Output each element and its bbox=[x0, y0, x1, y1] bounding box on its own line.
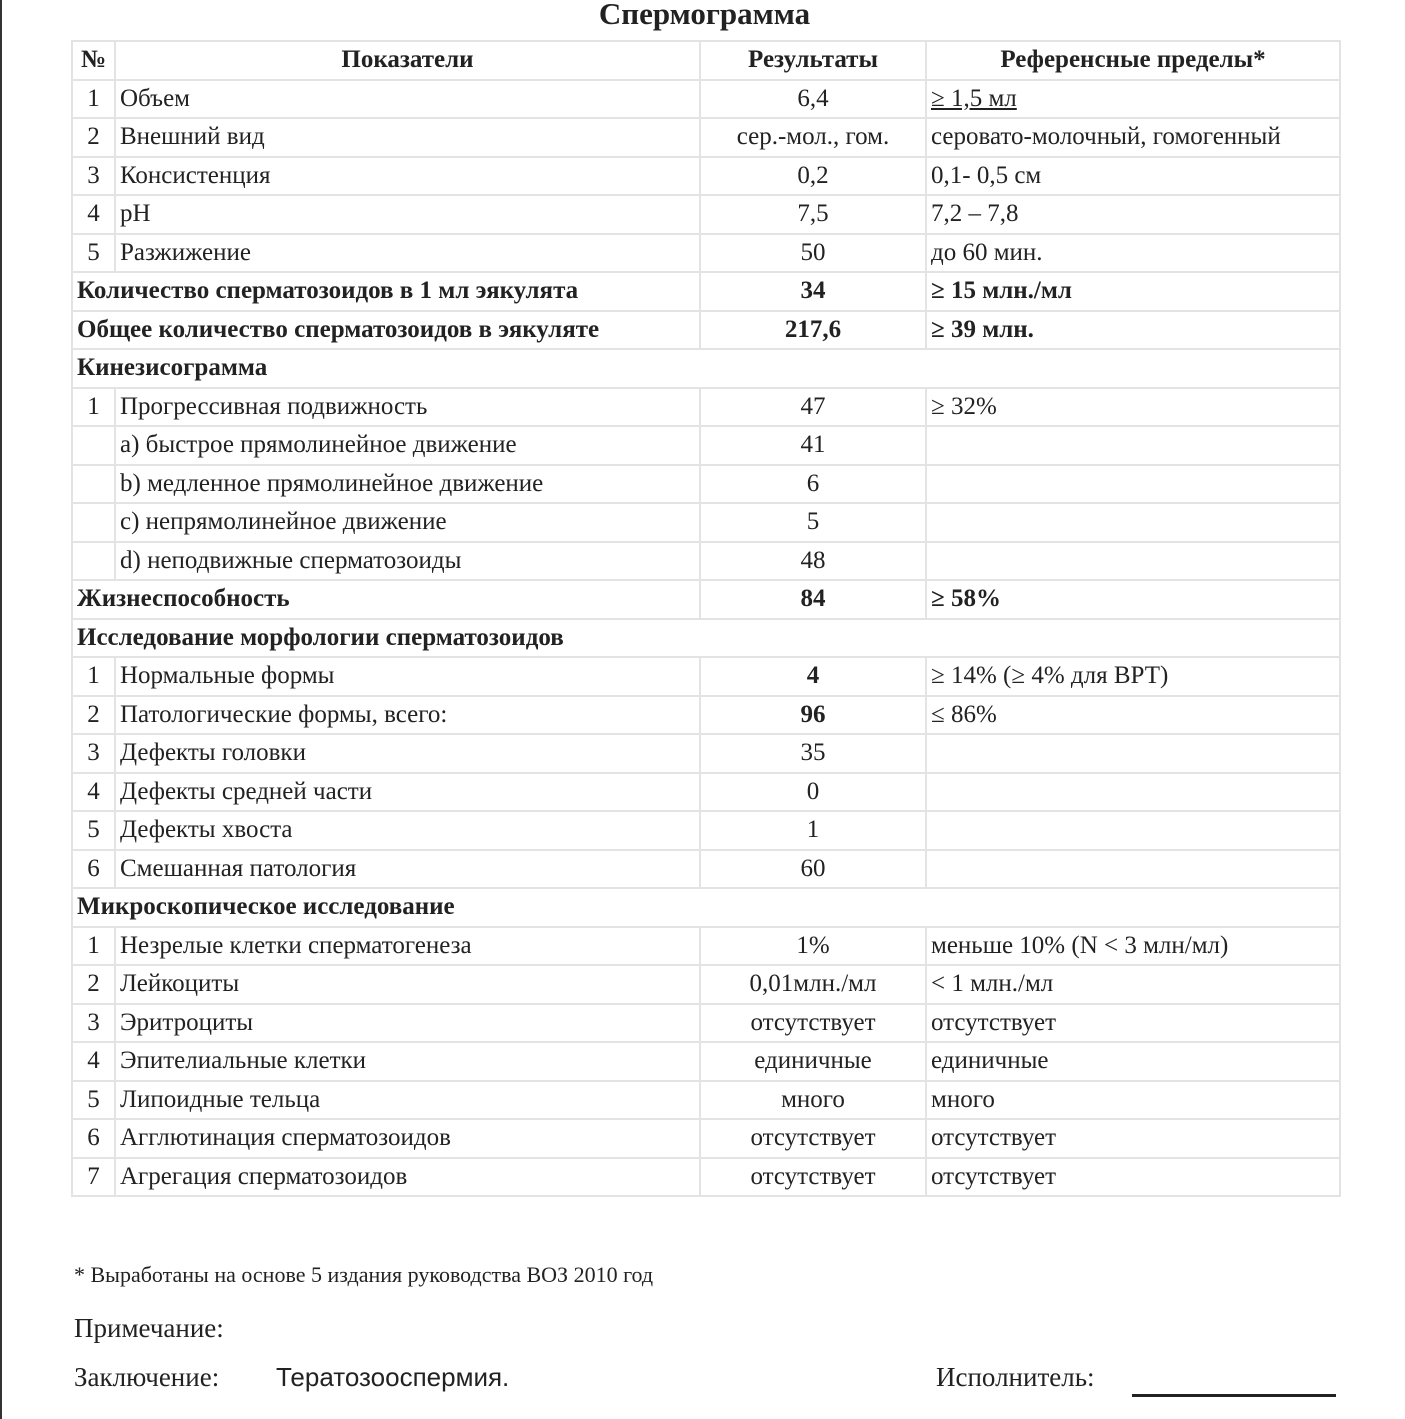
num-cell bbox=[72, 542, 115, 581]
reference-cell: серовато-молочный, гомогенный bbox=[926, 118, 1340, 157]
param-cell: Жизнеспособность bbox=[72, 580, 700, 619]
param-cell: Общее количество сперматозоидов в эякуляте bbox=[72, 311, 700, 350]
reference-cell: отсутствует bbox=[926, 1119, 1340, 1158]
param-cell: Смешанная патология bbox=[115, 850, 700, 889]
table-row bbox=[72, 388, 1340, 427]
result-cell: 84 bbox=[700, 580, 926, 619]
result-cell: 50 bbox=[700, 234, 926, 273]
reference-cell: 0,1- 0,5 см bbox=[926, 157, 1340, 196]
table-row bbox=[72, 195, 1340, 234]
result-cell: сер.-мол., гом. bbox=[700, 118, 926, 157]
table-row bbox=[72, 118, 1340, 157]
table-row bbox=[72, 542, 1340, 581]
num-cell bbox=[72, 503, 115, 542]
reference-cell bbox=[926, 734, 1340, 773]
table-row bbox=[72, 1158, 1340, 1197]
param-cell: Дефекты головки bbox=[115, 734, 700, 773]
reference-cell: до 60 мин. bbox=[926, 234, 1340, 273]
param-cell: Патологические формы, всего: bbox=[115, 696, 700, 735]
table-row bbox=[72, 311, 1340, 350]
param-cell: Прогрессивная подвижность bbox=[115, 388, 700, 427]
reference-cell bbox=[926, 850, 1340, 889]
table-row bbox=[72, 1042, 1340, 1081]
result-cell: отсутствует bbox=[700, 1158, 926, 1197]
reference-cell bbox=[926, 426, 1340, 465]
num-cell: 2 bbox=[72, 118, 115, 157]
section-title: Микроскопическое исследование bbox=[72, 888, 1340, 927]
result-cell: 41 bbox=[700, 426, 926, 465]
num-cell: 4 bbox=[72, 195, 115, 234]
result-cell: 35 bbox=[700, 734, 926, 773]
table-row bbox=[72, 426, 1340, 465]
result-cell: 0,2 bbox=[700, 157, 926, 196]
section-row bbox=[72, 349, 1340, 388]
result-cell: 48 bbox=[700, 542, 926, 581]
table-row bbox=[72, 580, 1340, 619]
conclusion-value: Тератозооспермия. bbox=[276, 1362, 510, 1392]
param-cell: d) неподвижные сперматозоиды bbox=[115, 542, 700, 581]
table-row bbox=[72, 965, 1340, 1004]
param-cell: Объем bbox=[115, 80, 700, 119]
param-cell: Агрегация сперматозоидов bbox=[115, 1158, 700, 1197]
table-row bbox=[72, 850, 1340, 889]
table-row bbox=[72, 773, 1340, 812]
param-cell: b) медленное прямолинейное движение bbox=[115, 465, 700, 504]
param-cell: c) непрямолинейное движение bbox=[115, 503, 700, 542]
reference-cell: ≥ 14% (≥ 4% для ВРТ) bbox=[926, 657, 1340, 696]
num-cell: 3 bbox=[72, 1004, 115, 1043]
reference-cell bbox=[926, 773, 1340, 812]
table-row bbox=[72, 1081, 1340, 1120]
num-cell: 3 bbox=[72, 734, 115, 773]
results-table bbox=[71, 40, 1341, 1197]
result-cell: много bbox=[700, 1081, 926, 1120]
table-row bbox=[72, 657, 1340, 696]
param-cell: Дефекты хвоста bbox=[115, 811, 700, 850]
footnote: * Выработаны на основе 5 издания руководства ВОЗ 2010 год bbox=[74, 1262, 654, 1287]
result-cell: 4 bbox=[700, 657, 926, 696]
header-num: № bbox=[72, 41, 115, 80]
reference-cell: отсутствует bbox=[926, 1158, 1340, 1197]
param-cell: Лейкоциты bbox=[115, 965, 700, 1004]
num-cell: 5 bbox=[72, 234, 115, 273]
result-cell: 7,5 bbox=[700, 195, 926, 234]
num-cell: 1 bbox=[72, 927, 115, 966]
table-row bbox=[72, 157, 1340, 196]
note-label: Примечание: bbox=[74, 1313, 224, 1343]
reference-cell: 7,2 – 7,8 bbox=[926, 195, 1340, 234]
num-cell: 1 bbox=[72, 657, 115, 696]
document-title: Спермограмма bbox=[598, 0, 811, 31]
reference-cell: меньше 10% (N < 3 млн/мл) bbox=[926, 927, 1340, 966]
result-cell: 34 bbox=[700, 272, 926, 311]
section-title: Кинезисограмма bbox=[72, 349, 1340, 388]
table-row bbox=[72, 1119, 1340, 1158]
section-row bbox=[72, 619, 1340, 658]
table-row bbox=[72, 80, 1340, 119]
reference-cell: ≥ 39 млн. bbox=[926, 311, 1340, 350]
table-row bbox=[72, 272, 1340, 311]
reference-cell: единичные bbox=[926, 1042, 1340, 1081]
table-body bbox=[72, 80, 1340, 1197]
reference-cell: много bbox=[926, 1081, 1340, 1120]
table-row bbox=[72, 696, 1340, 735]
param-cell: Эпителиальные клетки bbox=[115, 1042, 700, 1081]
num-cell: 7 bbox=[72, 1158, 115, 1197]
num-cell: 4 bbox=[72, 1042, 115, 1081]
num-cell: 4 bbox=[72, 773, 115, 812]
param-cell: Дефекты средней части bbox=[115, 773, 700, 812]
result-cell: 60 bbox=[700, 850, 926, 889]
section-row bbox=[72, 888, 1340, 927]
table-row bbox=[72, 465, 1340, 504]
param-cell: Консистенция bbox=[115, 157, 700, 196]
num-cell: 2 bbox=[72, 965, 115, 1004]
table-row bbox=[72, 927, 1340, 966]
reference-cell: отсутствует bbox=[926, 1004, 1340, 1043]
table-row bbox=[72, 734, 1340, 773]
result-cell: 0,01млн./мл bbox=[700, 965, 926, 1004]
num-cell: 5 bbox=[72, 1081, 115, 1120]
result-cell: отсутствует bbox=[700, 1004, 926, 1043]
result-cell: отсутствует bbox=[700, 1119, 926, 1158]
result-cell: 1% bbox=[700, 927, 926, 966]
num-cell: 1 bbox=[72, 388, 115, 427]
param-cell: Липоидные тельца bbox=[115, 1081, 700, 1120]
num-cell bbox=[72, 426, 115, 465]
table-row bbox=[72, 503, 1340, 542]
num-cell: 5 bbox=[72, 811, 115, 850]
num-cell bbox=[72, 465, 115, 504]
table-header-row bbox=[72, 41, 1340, 80]
result-cell: 47 bbox=[700, 388, 926, 427]
reference-cell: ≤ 86% bbox=[926, 696, 1340, 735]
executor-label: Исполнитель: bbox=[936, 1362, 1095, 1392]
table-row bbox=[72, 234, 1340, 273]
num-cell: 6 bbox=[72, 850, 115, 889]
num-cell: 1 bbox=[72, 80, 115, 119]
num-cell: 2 bbox=[72, 696, 115, 735]
param-cell: Нормальные формы bbox=[115, 657, 700, 696]
param-cell: Эритроциты bbox=[115, 1004, 700, 1043]
result-cell: единичные bbox=[700, 1042, 926, 1081]
reference-cell: ≥ 58% bbox=[926, 580, 1340, 619]
num-cell: 3 bbox=[72, 157, 115, 196]
conclusion-label: Заключение: bbox=[74, 1362, 220, 1392]
signature-line bbox=[1132, 1394, 1336, 1397]
param-cell: pH bbox=[115, 195, 700, 234]
result-cell: 217,6 bbox=[700, 311, 926, 350]
header-param: Показатели bbox=[115, 41, 700, 80]
reference-cell bbox=[926, 503, 1340, 542]
reference-cell bbox=[926, 811, 1340, 850]
result-cell: 6,4 bbox=[700, 80, 926, 119]
param-cell: Количество сперматозоидов в 1 мл эякулята bbox=[72, 272, 700, 311]
num-cell: 6 bbox=[72, 1119, 115, 1158]
param-cell: Внешний вид bbox=[115, 118, 700, 157]
header-result: Результаты bbox=[700, 41, 926, 80]
result-cell: 96 bbox=[700, 696, 926, 735]
param-cell: Разжижение bbox=[115, 234, 700, 273]
reference-cell: ≥ 32% bbox=[926, 388, 1340, 427]
param-cell: Незрелые клетки сперматогенеза bbox=[115, 927, 700, 966]
result-cell: 1 bbox=[700, 811, 926, 850]
result-cell: 0 bbox=[700, 773, 926, 812]
section-title: Исследование морфологии сперматозоидов bbox=[72, 619, 1340, 658]
reference-cell: < 1 млн./мл bbox=[926, 965, 1340, 1004]
result-cell: 6 bbox=[700, 465, 926, 504]
result-cell: 5 bbox=[700, 503, 926, 542]
param-cell: a) быстрое прямолинейное движение bbox=[115, 426, 700, 465]
param-cell: Агглютинация сперматозоидов bbox=[115, 1119, 700, 1158]
table-row bbox=[72, 811, 1340, 850]
header-ref: Референсные пределы* bbox=[926, 41, 1340, 80]
reference-cell: ≥ 15 млн./мл bbox=[926, 272, 1340, 311]
table-row bbox=[72, 1004, 1340, 1043]
reference-cell: ≥ 1,5 мл bbox=[926, 80, 1340, 119]
reference-cell bbox=[926, 465, 1340, 504]
reference-cell bbox=[926, 542, 1340, 581]
